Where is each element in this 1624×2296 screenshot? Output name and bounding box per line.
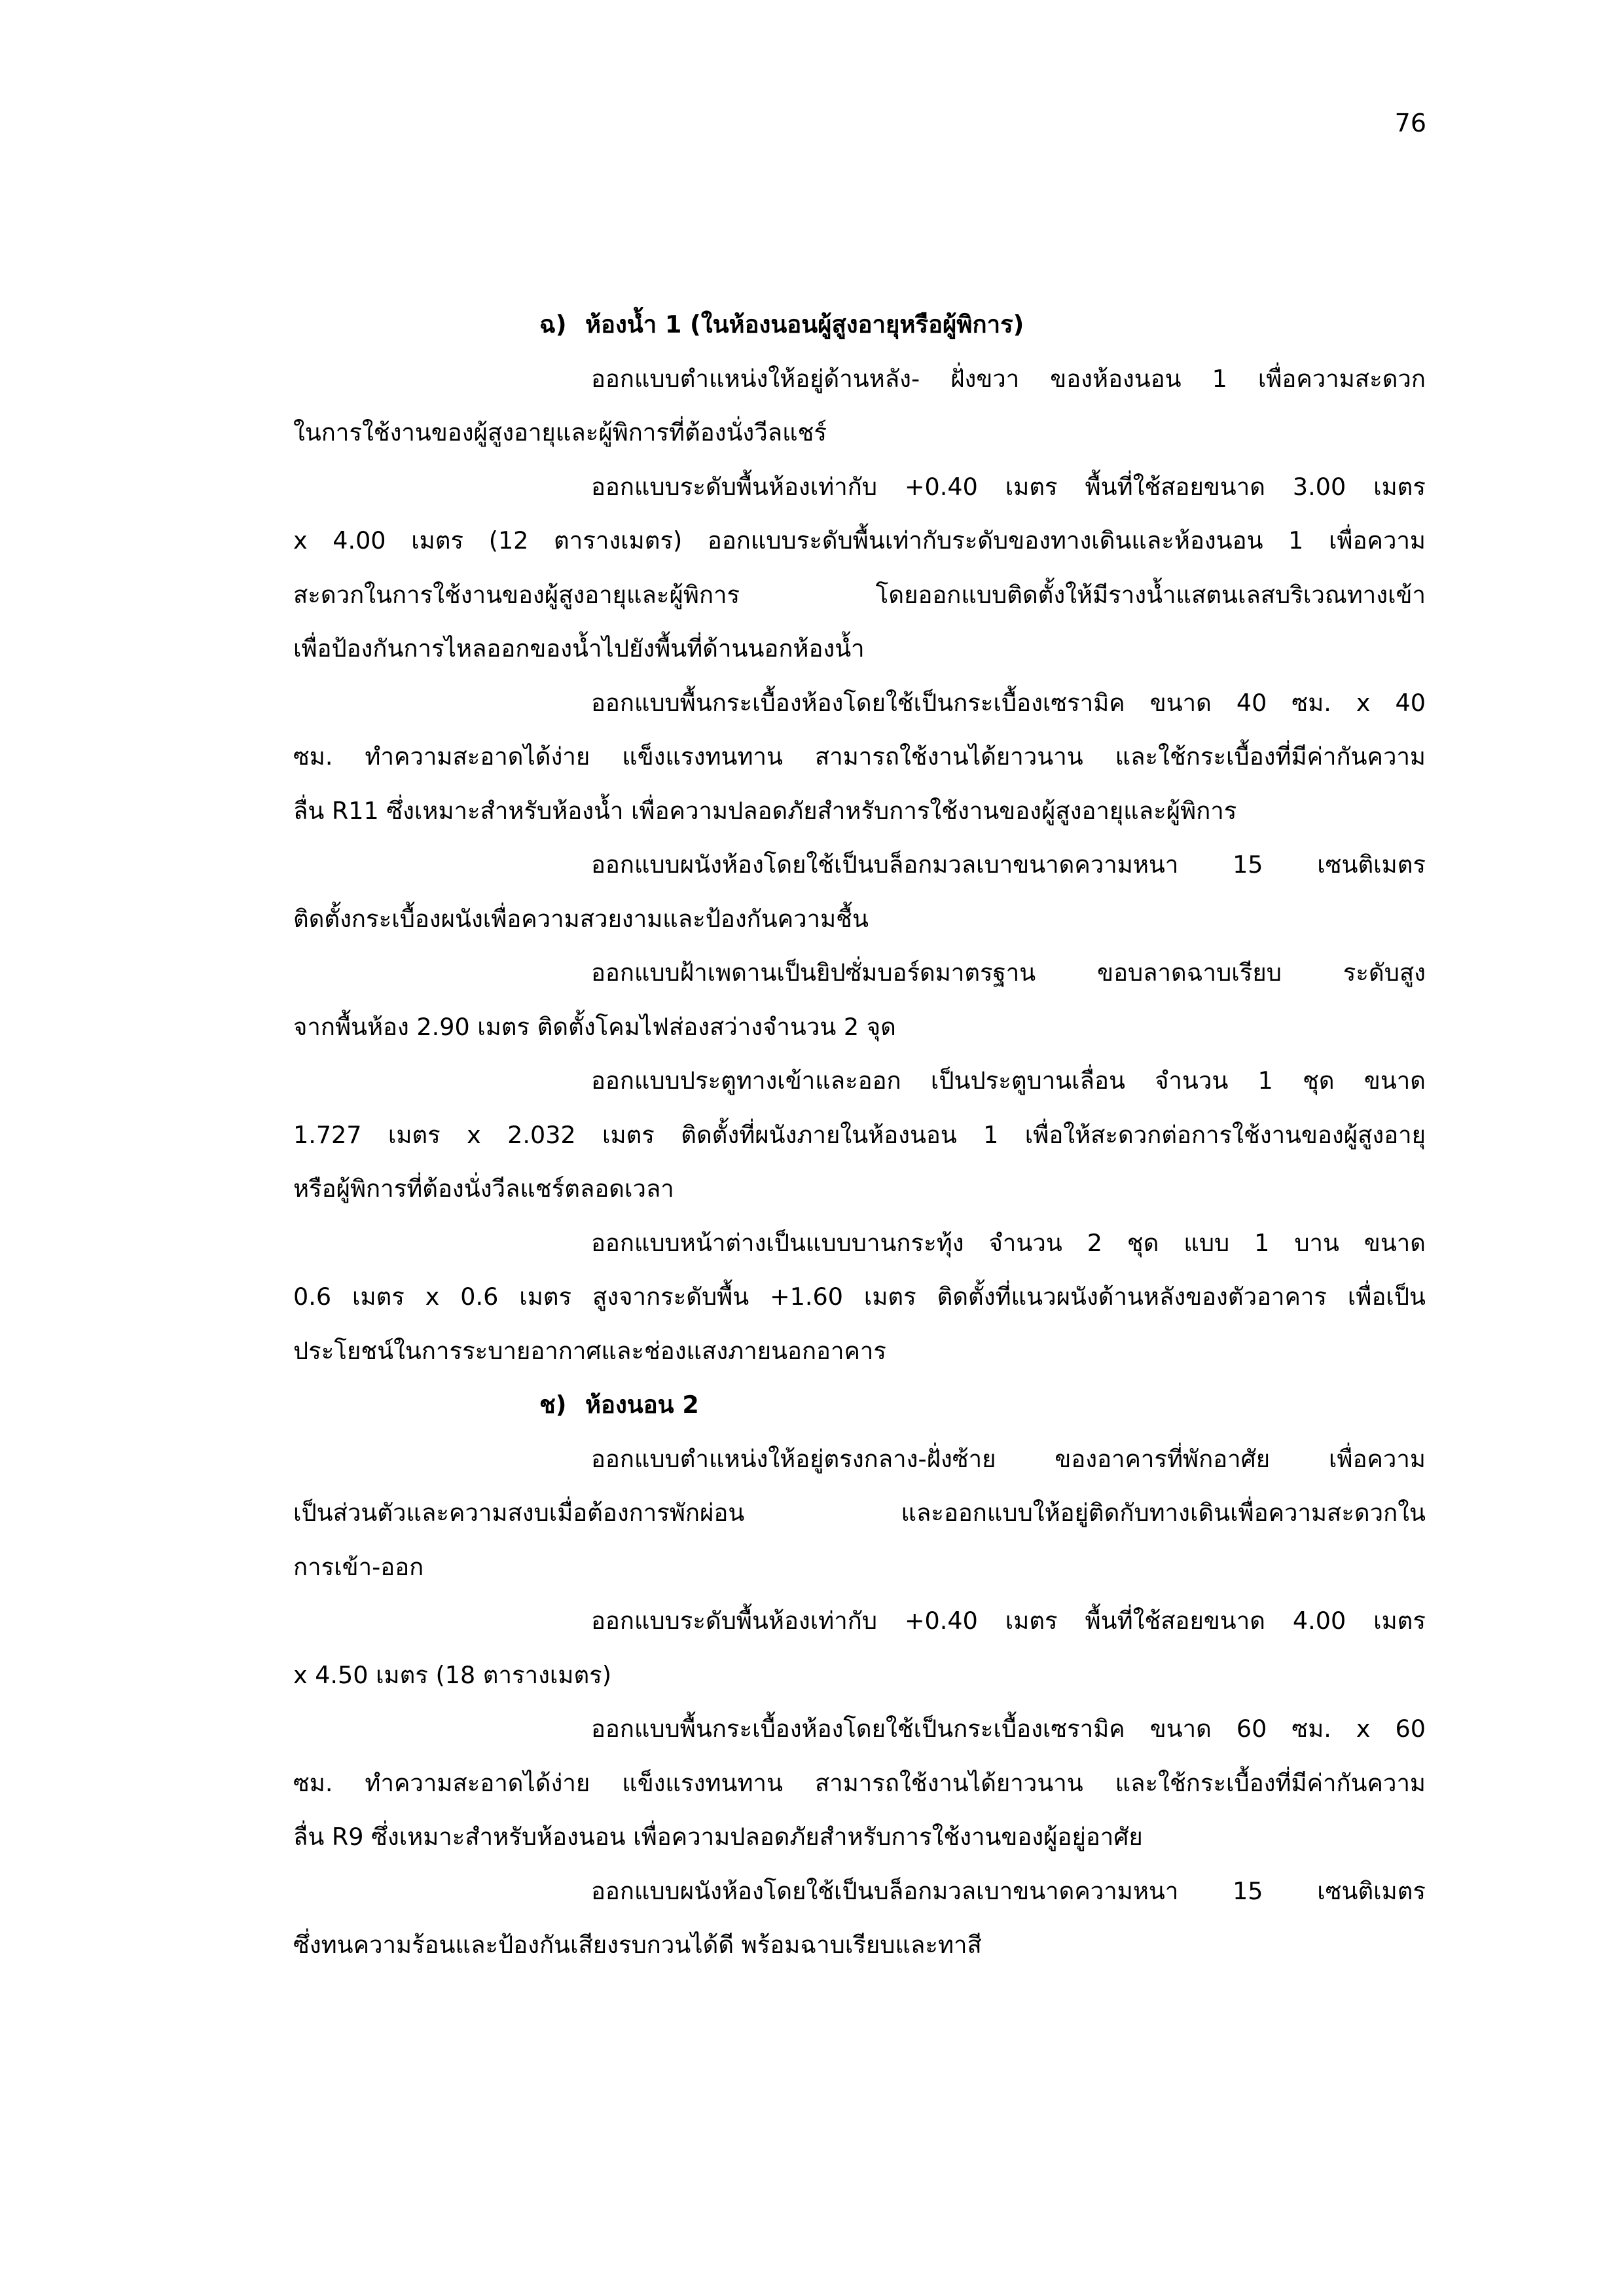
section-marker: ช)	[539, 1391, 567, 1419]
section-heading	[293, 298, 1426, 352]
paragraph-line: ในการใช้งานของผู้สูงอายุและผู้พิการที่ต้องนั่งวีลแชร์	[293, 418, 827, 446]
paragraph-line: ซม. ทำความสะอาดได้ง่าย แข็งแรงทนทาน สามารถใช้งานได้ยาวนาน และใช้กระเบื้องที่มีค่ากันความ	[293, 742, 1426, 771]
paragraph-line: ออกแบบหน้าต่างเป็นแบบบานกระทุ้ง จำนวน 2 ชุด แบบ 1 บาน ขนาด	[591, 1228, 1426, 1257]
section-title: ห้องน้ำ 1 (ในห้องนอนผู้สูงอายุหรือผู้พิการ)	[585, 310, 1024, 338]
page-content	[293, 298, 1426, 1973]
paragraph-line: ออกแบบประตูทางเข้าและออก เป็นประตูบานเลื่อน จำนวน 1 ชุด ขนาด	[591, 1066, 1426, 1095]
paragraph-line: x 4.50 เมตร (18 ตารางเมตร)	[293, 1660, 612, 1689]
paragraph-line: ประโยชน์ในการระบายอากาศและช่องแสงภายนอกอาคาร	[293, 1336, 886, 1365]
paragraph-line: ลื่น R11 ซึ่งเหมาะสำหรับห้องน้ำ เพื่อความปลอดภัยสำหรับการใช้งานของผู้สูงอายุและผู้พิการ	[293, 796, 1237, 825]
paragraph-line: ออกแบบพื้นกระเบื้องห้องโดยใช้เป็นกระเบื้องเซรามิค ขนาด 40 ซม. x 40	[591, 688, 1426, 717]
paragraph-line: ซม. ทำความสะอาดได้ง่าย แข็งแรงทนทาน สามารถใช้งานได้ยาวนาน และใช้กระเบื้องที่มีค่ากันความ	[293, 1768, 1426, 1797]
section-heading	[293, 1378, 1426, 1432]
paragraph-line: ออกแบบตำแหน่งให้อยู่ด้านหลัง- ฝั่งขวา ของห้องนอน 1 เพื่อความสะดวก	[591, 364, 1426, 393]
paragraph-line: การเข้า-ออก	[293, 1552, 424, 1581]
paragraph-line: ออกแบบระดับพื้นห้องเท่ากับ +0.40 เมตร พื้นที่ใช้สอยขนาด 4.00 เมตร	[591, 1607, 1426, 1635]
paragraph-line: ออกแบบพื้นกระเบื้องห้องโดยใช้เป็นกระเบื้องเซรามิค ขนาด 60 ซม. x 60	[591, 1715, 1426, 1743]
paragraph-line: เพื่อป้องกันการไหลออกของน้ำไปยังพื้นที่ด้านนอกห้องน้ำ	[293, 634, 865, 663]
paragraph-line: จากพื้นห้อง 2.90 เมตร ติดตั้งโคมไฟส่องสว่างจำนวน 2 จุด	[293, 1012, 896, 1041]
paragraph-line: ซึ่งทนความร้อนและป้องกันเสียงรบกวนได้ดี พร้อมฉาบเรียบและทาสี	[293, 1931, 982, 1959]
paragraph-line: เป็นส่วนตัวและความสงบเมื่อต้องการพักผ่อน และออกแบบให้อยู่ติดกับทางเดินเพื่อความสะดวกใน	[293, 1499, 1426, 1527]
section-marker: ฉ)	[539, 310, 567, 338]
paragraph-line: ออกแบบฝ้าเพดานเป็นยิปซั่มบอร์ดมาตรฐาน ขอบลาดฉาบเรียบ ระดับสูง	[591, 958, 1426, 987]
paragraph-line: ออกแบบระดับพื้นห้องเท่ากับ +0.40 เมตร พื้นที่ใช้สอยขนาด 3.00 เมตร	[591, 472, 1426, 501]
paragraph-line: ออกแบบผนังห้องโดยใช้เป็นบล็อกมวลเบาขนาดความหนา 15 เซนติเมตร	[591, 1876, 1426, 1905]
paragraph-line: ออกแบบผนังห้องโดยใช้เป็นบล็อกมวลเบาขนาดความหนา 15 เซนติเมตร	[591, 850, 1426, 879]
paragraph-line: สะดวกในการใช้งานของผู้สูงอายุและผู้พิการ โดยออกแบบติดตั้งให้มีรางน้ำแสตนเลสบริเวณทางเข้า	[293, 580, 1426, 609]
paragraph-line: x 4.00 เมตร (12 ตารางเมตร) ออกแบบระดับพื้นเท่ากับระดับของทางเดินและห้องนอน 1 เพื่อความ	[293, 526, 1426, 555]
paragraph-line: ติดตั้งกระเบื้องผนังเพื่อความสวยงามและป้องกันความชื้น	[293, 904, 869, 933]
paragraph-line: 1.727 เมตร x 2.032 เมตร ติดตั้งที่ผนังภายในห้องนอน 1 เพื่อให้สะดวกต่อการใช้งานของผู้สูงอายุ	[293, 1120, 1426, 1149]
paragraph-line: ลื่น R9 ซึ่งเหมาะสำหรับห้องนอน เพื่อความปลอดภัยสำหรับการใช้งานของผู้อยู่อาศัย	[293, 1823, 1143, 1851]
section-title: ห้องนอน 2	[585, 1391, 699, 1419]
paragraph-line: 0.6 เมตร x 0.6 เมตร สูงจากระดับพื้น +1.60 เมตร ติดตั้งที่แนวผนังด้านหลังของตัวอาคาร เพื่อเป็น	[293, 1283, 1426, 1311]
page-number: 76	[1394, 109, 1426, 137]
paragraph-line: ออกแบบตำแหน่งให้อยู่ตรงกลาง-ฝั่งซ้าย ของอาคารที่พักอาศัย เพื่อความ	[591, 1444, 1426, 1473]
paragraph-line: หรือผู้พิการที่ต้องนั่งวีลแชร์ตลอดเวลา	[293, 1175, 674, 1203]
